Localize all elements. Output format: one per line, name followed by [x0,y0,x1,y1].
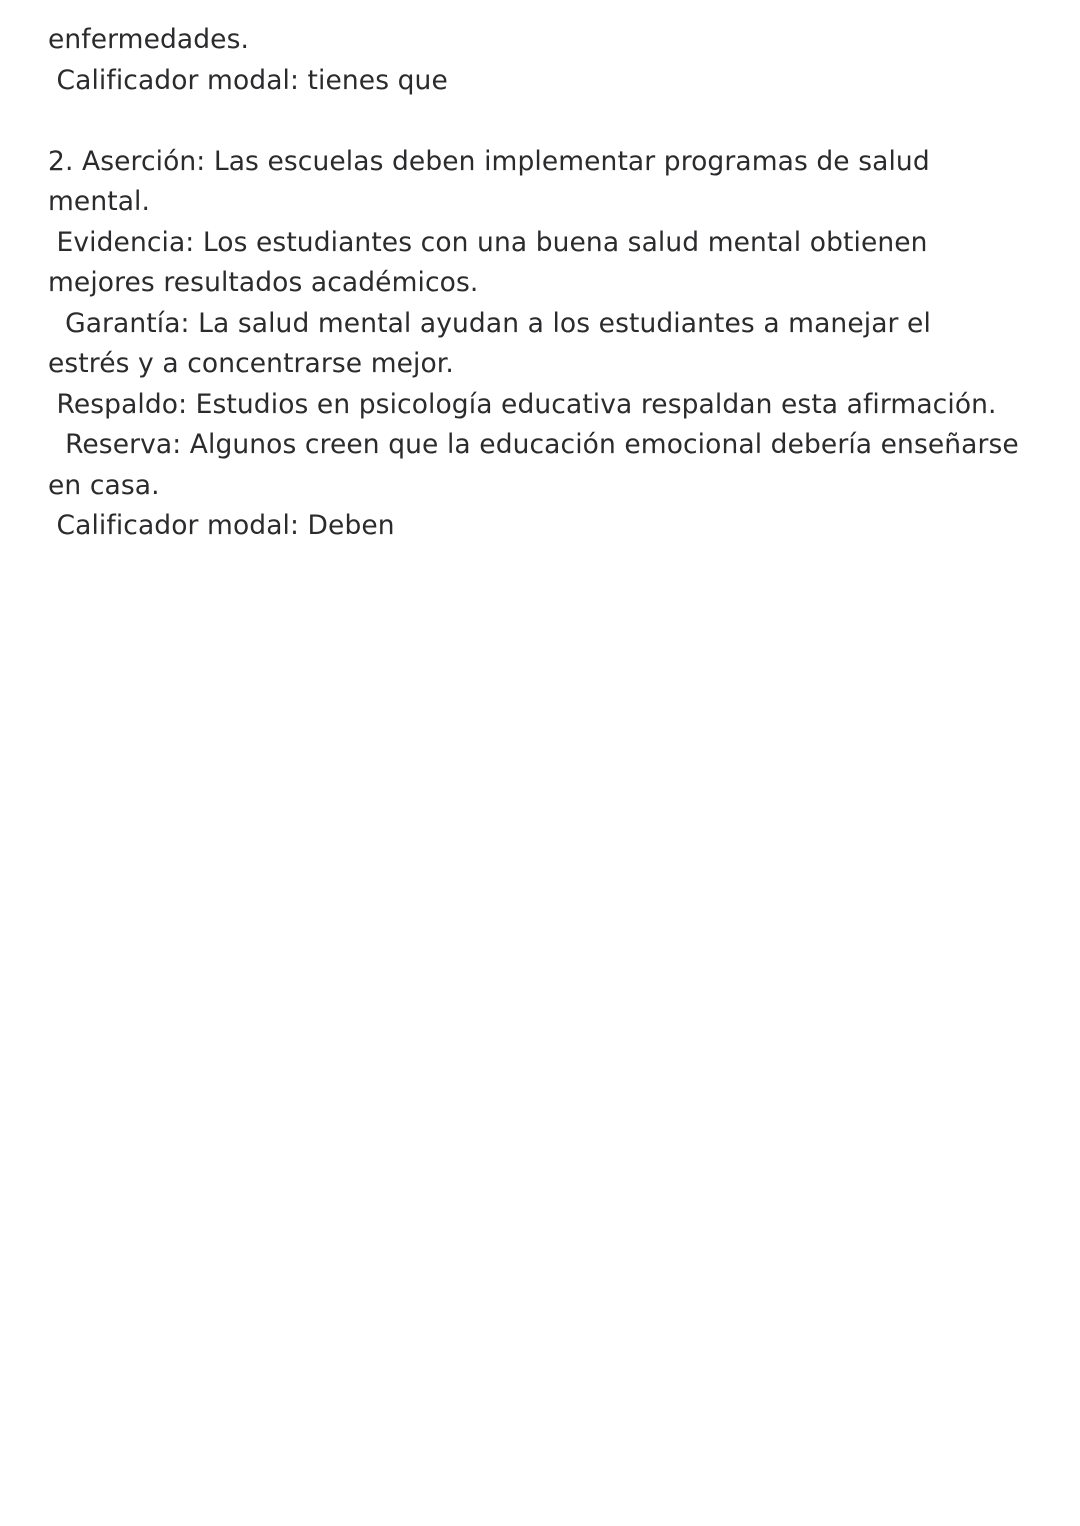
paragraph-enfermedades: enfermedades. [48,24,249,55]
paragraph-garantia-2: Garantía: La salud mental ayudan a los estudiantes a manejar el estrés y a concentrarse mejor. [48,307,940,379]
paragraph-spacer [48,101,1020,142]
paragraph-respaldo-2: Respaldo: Estudios en psicología educativa respaldan esta afirmación. [48,388,997,420]
paragraph-calificador-modal-2: Calificador modal: Deben [48,510,395,541]
paragraph-calificador-modal-1: Calificador modal: tienes que [48,64,448,96]
document-text-body [48,20,1028,547]
paragraph-reserva-2: Reserva: Algunos creen que la educación emocional debería enseñarse en casa. [48,429,1028,501]
paragraph-asercion-2: 2. Aserción: Las escuelas deben implementar programas de salud mental. [48,145,939,217]
paragraph-evidencia-2: Evidencia: Los estudiantes con una buena salud mental obtienen mejores resultados académicos. [48,226,937,298]
